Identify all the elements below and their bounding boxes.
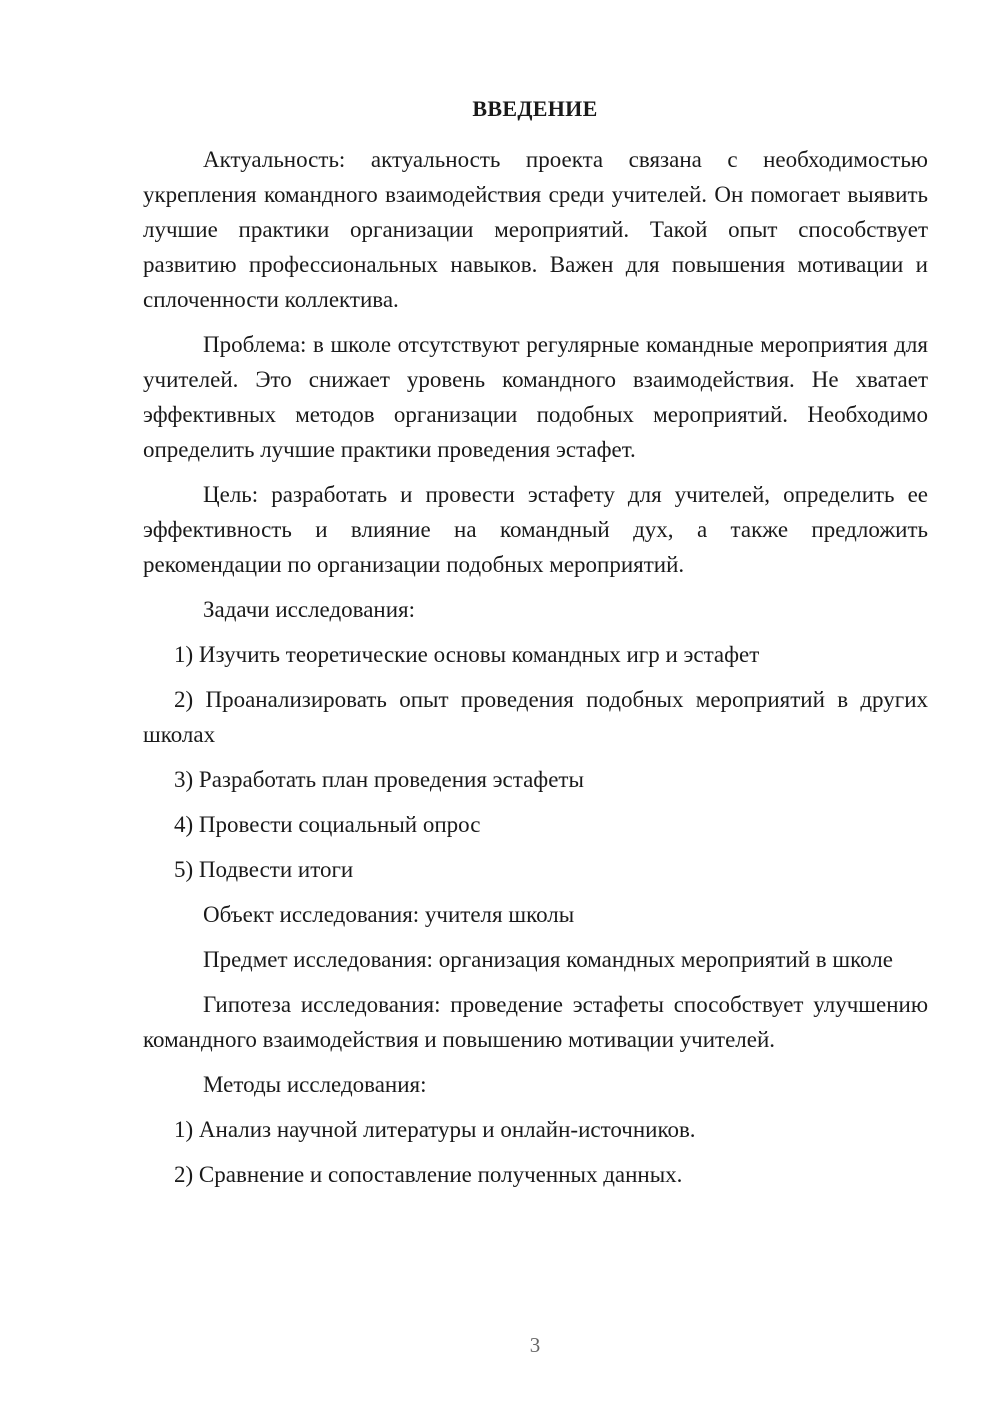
paragraph-goal: Цель: разработать и провести эстафету для учителей, определить ее эффективность и влияние на командный дух, а также предложить рекомендации по организации подобных мероприятий. bbox=[143, 482, 928, 577]
paragraph-object: Объект исследования: учителя школы bbox=[203, 902, 575, 927]
methods-heading: Методы исследования: bbox=[203, 1072, 427, 1097]
paragraph-subject: Предмет исследования: организация командных мероприятий в школе bbox=[203, 947, 893, 972]
document-body bbox=[143, 142, 928, 1202]
method-item-2: 2) Сравнение и сопоставление полученных данных. bbox=[174, 1162, 683, 1187]
paragraph-problem: Проблема: в школе отсутствуют регулярные командные мероприятия для учителей. Это снижает уровень командного взаимодействия. Не хватает эффективных методов организации подобных мероприятий. Необходимо определить лучшие практики проведения эстафет. bbox=[143, 332, 928, 462]
paragraph-relevance: Актуальность: актуальность проекта связана с необходимостью укрепления командного взаимодействия среди учителей. Он помогает выявить лучшие практики организации мероприятий. Такой опыт способствует развитию профессиональных навыков. Важен для повышения мотивации и сплоченности коллектива. bbox=[143, 147, 928, 312]
paragraph-hypothesis: Гипотеза исследования: проведение эстафеты способствует улучшению командного взаимодействия и повышению мотивации учителей. bbox=[143, 992, 928, 1052]
tasks-heading: Задачи исследования: bbox=[203, 597, 416, 622]
task-item-4: 4) Провести социальный опрос bbox=[174, 812, 481, 837]
page-number: 3 bbox=[529, 1333, 541, 1357]
method-item-1: 1) Анализ научной литературы и онлайн-источников. bbox=[174, 1117, 696, 1142]
task-item-1: 1) Изучить теоретические основы командных игр и эстафет bbox=[174, 642, 760, 667]
task-item-2: 2) Проанализировать опыт проведения подобных мероприятий в других школах bbox=[143, 687, 928, 747]
task-item-5: 5) Подвести итоги bbox=[174, 857, 354, 882]
page-title: ВВЕДЕНИЕ bbox=[472, 96, 598, 121]
task-item-3: 3) Разработать план проведения эстафеты bbox=[174, 767, 584, 792]
